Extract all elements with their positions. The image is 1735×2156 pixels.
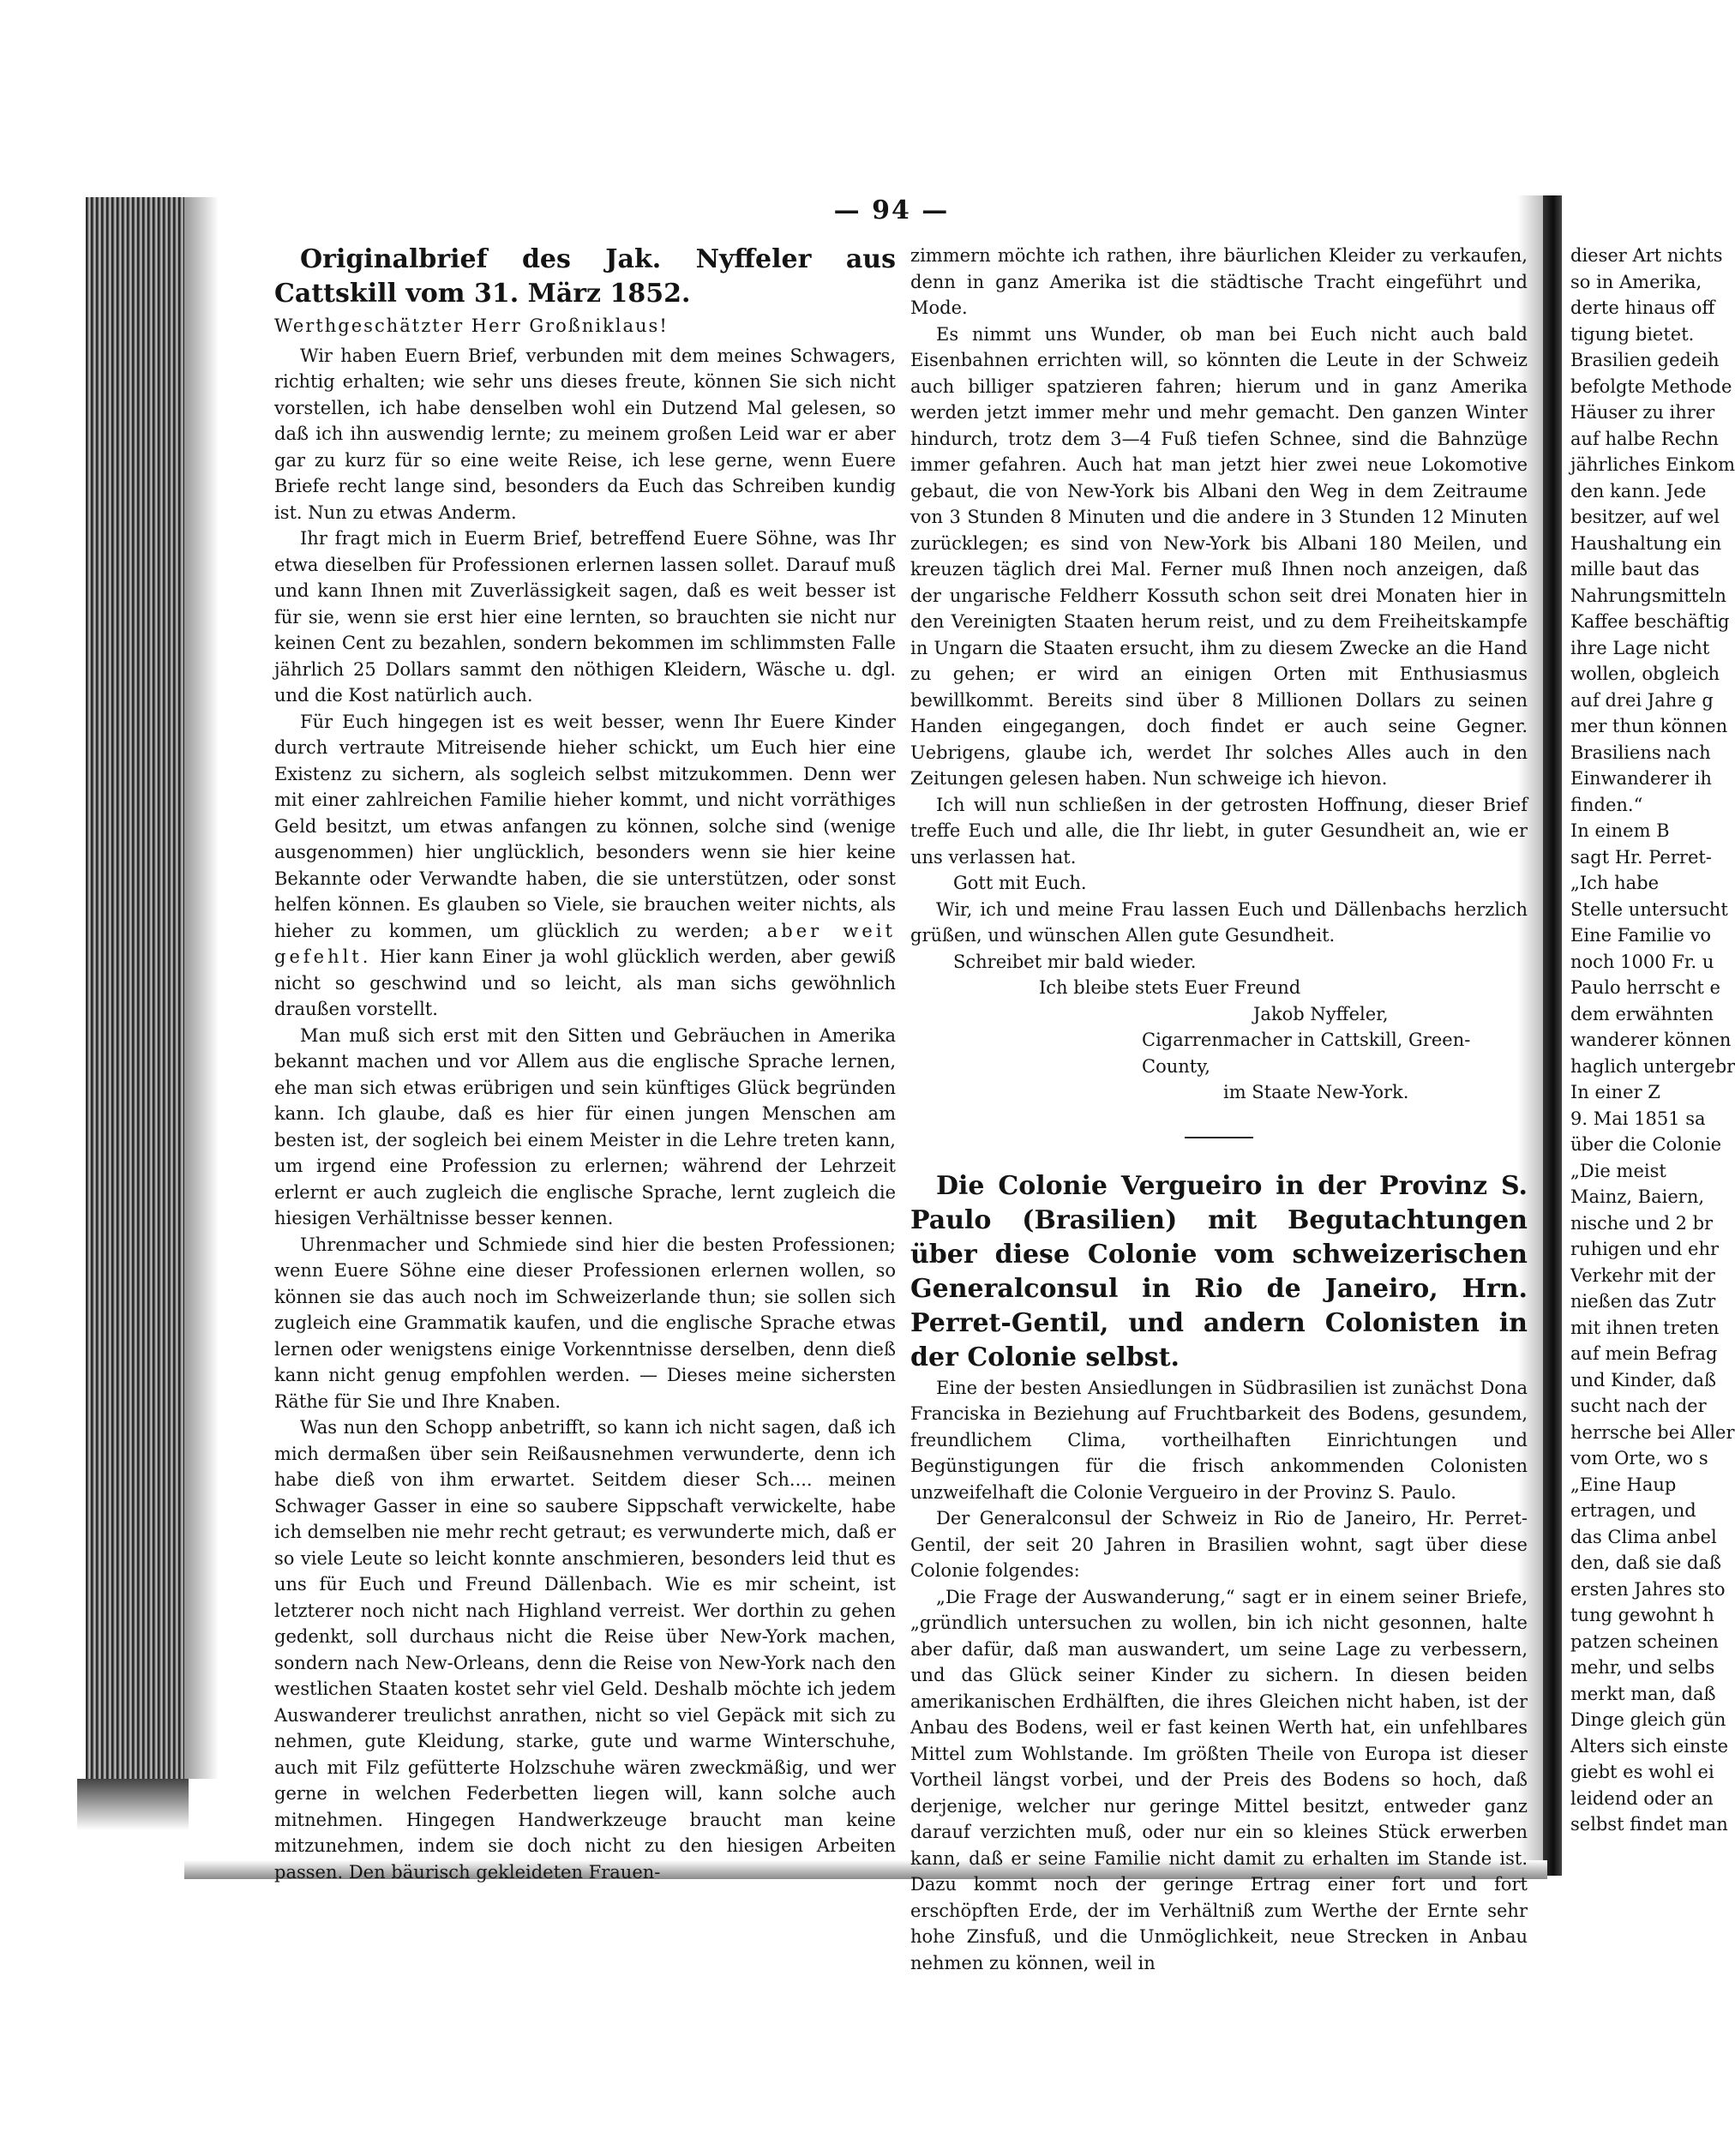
closing-line: Wir, ich und meine Frau lassen Euch und Dällenbachs herzlich grüßen, und wünschen Allen gute Gesundheit. xyxy=(910,898,1528,946)
right-column-line: Brasiliens nach xyxy=(1570,742,1711,763)
right-column-line: haglich untergebr xyxy=(1570,1055,1735,1077)
right-column-line: Nahrungsmitteln xyxy=(1570,585,1726,606)
paragraph: Ihr fragt mich in Euerm Brief, betreffend Euere Söhne, was Ihr etwa dieselben für Professionen erlernen lassen sollet. Darauf muß und kann Ihnen mit Zuverlässigkeit sagen, daß es weit besser ist für sie, wenn sie erst hier eine lernten, so brauchten sie nicht nur keinen Cent zu bezahlen, sondern bekommen im schlimmsten Falle jährlich 25 Dollars sammt den nöthigen Kleidern, Wäsche u. dgl. und die Kost natürlich auch. xyxy=(274,528,896,706)
right-page-column xyxy=(1570,243,1735,1835)
paragraph: Eine der besten Ansiedlungen in Südbrasilien ist zunächst Dona Franciska in Beziehung auf Fruchtbarkeit des Bodens, gesundem, freundlichem Clima, vortheilhaften Einrichtungen und Begünstigungen für die frisch ankommenden Colonisten unzweifelhaft die Colonie Vergueiro in der Provinz S. Paulo. xyxy=(910,1377,1528,1503)
right-column-line: besitzer, auf wel xyxy=(1570,507,1720,527)
section-divider xyxy=(1185,1137,1253,1138)
paragraph: Wir haben Euern Brief, verbunden mit dem meines Schwagers, richtig erhalten; wie sehr uns dieses freute, können Sie sich nicht vorstellen, ich habe denselben wohl ein Dutzend Mal gelesen, so daß ich ihn auswendig lernte; zu meinem großen Leid war er aber gar zu kurz für so eine weite Reise, ich lese gerne, wenn Euere Briefe recht lange sind, besonders da Euch das Schreiben kundig ist. Nun zu etwas Anderm. xyxy=(274,345,896,523)
right-column-line: ruhigen und ehr xyxy=(1570,1239,1720,1259)
right-column-line: mille baut das xyxy=(1570,559,1700,580)
right-column-line: In einem B xyxy=(1570,820,1670,841)
right-column-line: 9. Mai 1851 sa xyxy=(1570,1108,1706,1129)
right-column-line: befolgte Methode xyxy=(1570,375,1732,397)
paragraph: zimmern möchte ich rathen, ihre bäurlichen Kleider zu verkaufen, denn in ganz Amerika ist die städtische Tracht eingeführt und Mode. xyxy=(910,245,1528,318)
right-column-line: Kaffee beschäftig xyxy=(1570,611,1730,632)
right-column-line: dem erwähnten xyxy=(1570,1003,1714,1024)
right-column-line: noch 1000 Fr. u xyxy=(1570,951,1714,972)
closing-line: Schreibet mir bald wieder. xyxy=(953,951,1197,972)
book-page-edges xyxy=(86,197,184,1779)
right-column-line: „Ich habe xyxy=(1570,873,1660,893)
right-column-line: auf drei Jahre g xyxy=(1570,689,1714,711)
right-column-line: Dinge gleich gün xyxy=(1570,1709,1726,1730)
right-column-line: Häuser zu ihrer xyxy=(1570,402,1715,423)
right-column-line: Alters sich einste xyxy=(1570,1735,1729,1757)
right-column-line: finden.“ xyxy=(1570,794,1643,815)
right-column-line: Haushaltung ein xyxy=(1570,532,1722,554)
right-column-line: herrsche bei Aller xyxy=(1570,1421,1735,1443)
right-column-line: tung gewohnt h xyxy=(1570,1605,1714,1625)
right-column-line: tigung bietet. xyxy=(1570,323,1695,345)
paragraph-text: Für Euch hingegen ist es weit besser, wenn Ihr Euere Kinder durch vertraute Mitreisende hieher schickt, um Euch hier eine Existenz zu sichern, als sogleich selbst mitzukommen. Denn wer mit einer zahlreichen Familie hieher kommt, und nicht vorräthiges Geld besitzt, um etwas anfangen zu können, solche sind (wenige ausgenommen) hier unglücklich, besonders wenn sie hier keine Bekannte oder Verwandte haben, die sie unterstützen, oder sonst helfen können. Es glauben so Viele, sie brauchen weiter nichts, als hieher zu kommen, um glücklich zu werden; xyxy=(274,711,896,941)
right-column-line: In einer Z xyxy=(1570,1082,1660,1102)
paragraph: Ich will nun schließen in der getrosten Hoffnung, dieser Brief treffe Euch und alle, die Ihr liebt, in guter Gesundheit an, wie er uns verlassen hat. xyxy=(910,794,1528,868)
book-bottom-edge xyxy=(77,1779,189,1830)
right-column-line: giebt es wohl ei xyxy=(1570,1762,1714,1782)
right-column-line: mer thun können xyxy=(1570,716,1728,736)
right-column-line: Brasilien gedeih xyxy=(1570,350,1720,370)
paragraph xyxy=(274,709,896,1023)
page-number: — 94 — xyxy=(833,195,950,225)
right-column-line: ihre Lage nicht xyxy=(1570,637,1710,658)
right-column-line: über die Colonie xyxy=(1570,1134,1722,1155)
page-shadow-left xyxy=(184,197,219,1779)
right-column-line: so in Amerika, xyxy=(1570,271,1702,292)
right-column-line: Mainz, Baiern, xyxy=(1570,1186,1705,1207)
paragraph: Es nimmt uns Wunder, ob man bei Euch nicht auch bald Eisenbahnen errichten will, so könnten die Leute in der Schweiz auch billiger spatzieren fahren; hierum und in ganz Amerika werden jetzt immer mehr und mehr gemacht. Den ganzen Winter hindurch, trotz dem 3—4 Fuß tiefen Schnee, sind die Bahnzüge immer gefahren. Auch hat man jetzt hier zwei neue Lokomotive gebaut, die von New-York bis Albani den Weg in dem Zeitraume von 3 Stunden 8 Minuten und die andere in 3 Stunden 12 Minuten zurücklegen; es sind von New-York bis Albani 180 Meilen, und kreuzen täglich drei Mal. Ferner muß Ihnen noch anzeigen, daß der ungarische Feldherr Kossuth schon seit drei Monaten hier in den Vereinigten Staaten herum reist, und zu dem Freiheitskampfe in Ungarn die Staaten ersucht, ihm zu diesem Zwecke an die Hand zu gehen; er wird an einigen Orten mit Enthusiasmus bewillkommt. Bereits sind über 8 Millionen Dollars zu seinen Handen eingegangen, doch findet er auch seine Gegner. Uebrigens, glaube ich, werdet Ihr solches Alles auch in den Zeitungen gelesen haben. Nun schweige ich hievon. xyxy=(910,323,1528,789)
right-column-line: wollen, obgleich xyxy=(1570,664,1720,684)
right-column-line: jährliches Einkom xyxy=(1570,454,1735,475)
right-column-line: Eine Familie vo xyxy=(1570,925,1712,946)
right-column-line: mit ihnen treten xyxy=(1570,1317,1720,1338)
right-column-line: mehr, und selbs xyxy=(1570,1657,1715,1678)
right-column-line: den kann. Jede xyxy=(1570,480,1707,501)
right-column-line: auf mein Befrag xyxy=(1570,1343,1718,1364)
right-column-line: derte hinaus off xyxy=(1570,297,1715,318)
right-column-line: vom Orte, wo s xyxy=(1570,1448,1708,1468)
right-column-line: auf halbe Rechn xyxy=(1570,428,1719,449)
right-column-line: „Eine Haup xyxy=(1570,1474,1677,1495)
right-column-line: nießen das Zutr xyxy=(1570,1291,1716,1312)
signature-location: im Staate New-York. xyxy=(1223,1082,1409,1102)
right-column-line: dieser Art nichts xyxy=(1570,245,1723,266)
signature-occupation: Cigarrenmacher in Cattskill, Green-County, xyxy=(1142,1030,1471,1077)
closing-line: Gott mit Euch. xyxy=(953,873,1087,893)
right-column-line: Einwanderer ih xyxy=(1570,768,1712,789)
right-column-line: Verkehr mit der xyxy=(1570,1264,1715,1286)
right-column-line: Stelle untersucht xyxy=(1570,898,1728,920)
book-gutter xyxy=(1543,195,1562,1876)
right-column-line: sucht nach der xyxy=(1570,1396,1707,1416)
right-column-line: und Kinder, daß xyxy=(1570,1369,1717,1390)
closing-line: Ich bleibe stets Euer Freund xyxy=(1039,977,1301,998)
right-column-line: wanderer können xyxy=(1570,1030,1732,1050)
right-column-line: den, daß sie daß xyxy=(1570,1552,1721,1573)
middle-column xyxy=(910,243,1528,1976)
right-column-line: ersten Jahres sto xyxy=(1570,1578,1726,1600)
right-column-line: nische und 2 br xyxy=(1570,1212,1714,1234)
right-column-line: merkt man, daß xyxy=(1570,1683,1716,1704)
paragraph: Was nun den Schopp anbetrifft, so kann ich nicht sagen, daß ich mich dermaßen über sein Reißausnehmen verwunderte, denn ich habe dieß von ihm erwartet. Seitdem dieser Sch.... meinen Schwager Gasser in eine so saubere Sippschaft verwickelte, habe ich demselben nie mehr recht getraut; es verwunderte mich, daß er so viele Leute so leicht konnte anschmieren, besonders leid thut es uns für Euch und Freund Dällenbach. Wie es mir scheint, ist letzterer noch nicht nach Highland verreist. Wer dorthin zu gehen gedenkt, soll durchaus nicht die Reise über New-York machen, sondern nach New-Orleans, denn die Reise von New-York nach den westlichen Staaten kostet sehr viel Geld. Deshalb möchte ich jedem Auswanderer treulichst anrathen, nicht so viel Gepäck mit sich zu nehmen, gute Kleidung, starke, gute und warme Winterschuhe, auch mit Filz gefütterte Holzschuhe wären zweckmäßig, und wer gerne in welchen Federbetten liegen will, kann solche auch mitnehmen. Hingegen Handwerkzeuge braucht man keine mitzunehmen, indem sie doch nicht zu den hiesigen Arbeiten passen. Den bäurisch gekleideten Frauen- xyxy=(274,1417,896,1883)
right-column-line: selbst findet man xyxy=(1570,1814,1728,1835)
right-column-line: „Die meist xyxy=(1570,1160,1666,1181)
paragraph: Der Generalconsul der Schweiz in Rio de Janeiro, Hr. Perret-Gentil, der seit 20 Jahren in Brasilien wohnt, sagt über diese Colonie folgendes: xyxy=(910,1508,1528,1581)
salutation: Werthgeschätzter Herr Großniklaus! xyxy=(274,315,669,336)
signature-name: Jakob Nyffeler, xyxy=(1253,1003,1389,1024)
left-column xyxy=(274,243,896,1885)
right-column-line: das Clima anbel xyxy=(1570,1526,1717,1547)
paragraph-text: Hier kann Einer ja wohl glücklich werden, aber gewiß nicht so geschwind und so leicht, als man sichs gewöhnlich draußen vorstellt. xyxy=(274,946,896,1019)
right-column-line: patzen scheinen xyxy=(1570,1631,1719,1652)
right-column-line: leidend oder an xyxy=(1570,1787,1714,1809)
right-column-line: sagt Hr. Perret- xyxy=(1570,846,1712,868)
spaced-emphasis: aber weit gefehlt. xyxy=(274,920,896,967)
paragraph: Man muß sich erst mit den Sitten und Gebräuchen in Amerika bekannt machen und vor Allem aus die englische Sprache lernen, ehe man sich etwas erübrigen und sein künftiges Glück begründen kann. Ich glaube, daß es hier für einen jungen Menschen am besten ist, der sogleich bei einem Meister in die Lehre treten kann, um irgend eine Profession zu erlernen; während der Lehrzeit erlernt er auch zugleich die englische Sprache, lernt zugleich die hiesigen Verhältnisse besser kennen. xyxy=(274,1024,896,1228)
paragraph: „Die Frage der Auswanderung,“ sagt er in einem seiner Briefe, „gründlich untersuchen zu wollen, bin ich nicht gesonnen, halte aber dafür, daß man auswandert, um seine Lage zu verbessern, und das Glück seiner Kinder zu sichern. In diesen beiden amerikanischen Erdhälften, die ihres Gleichen nicht haben, ist der Anbau des Bodens, weil er fast keinen Werth hat, ein unfehlbares Mittel zum Wohlstande. Im größten Theile von Europa ist dieser Vortheil längst vorbei, und der Preis des Bodens so hoch, daß derjenige, welcher nur geringe Mittel besitzt, entweder ganz darauf verzichten muß, oder nur ein so kleines Stück erwerben kann, daß er seine Familie nicht damit zu erhalten im Stande ist. Dazu kommt noch der geringe Ertrag einer fort und fort erschöpften Erde, der im Verhältniß zum Werthe der Ernte sehr hohe Zinsfuß, und die Unmöglichkeit, neue Strecken in Anbau nehmen zu können, weil in xyxy=(910,1586,1528,1973)
article-title: Die Colonie Vergueiro in der Provinz S. Paulo (Brasilien) mit Begutachtungen über diese Colonie vom schweizerischen Generalconsul in Rio de Janeiro, Hrn. Perret-Gentil, und andern Colonisten in der Colonie selbst. xyxy=(910,1170,1528,1372)
right-column-line: Paulo herrscht e xyxy=(1570,977,1720,998)
article-title: Originalbrief des Jak. Nyffeler aus Cattskill vom 31. März 1852. xyxy=(274,244,896,309)
right-column-line: ertragen, und xyxy=(1570,1500,1696,1521)
paragraph: Uhrenmacher und Schmiede sind hier die besten Professionen; wenn Euere Söhne eine dieser Professionen erlernen wollen, so können sie das auch noch im Schweizerlande thun; sie sollen sich zugleich eine Grammatik kaufen, und die englische Sprache etwas lernen oder wenigstens einige Vorkenntnisse derselben, denn dieß kann nicht genug empfohlen werden. — Dieses meine sichersten Räthe für Sie und Ihre Knaben. xyxy=(274,1234,896,1412)
